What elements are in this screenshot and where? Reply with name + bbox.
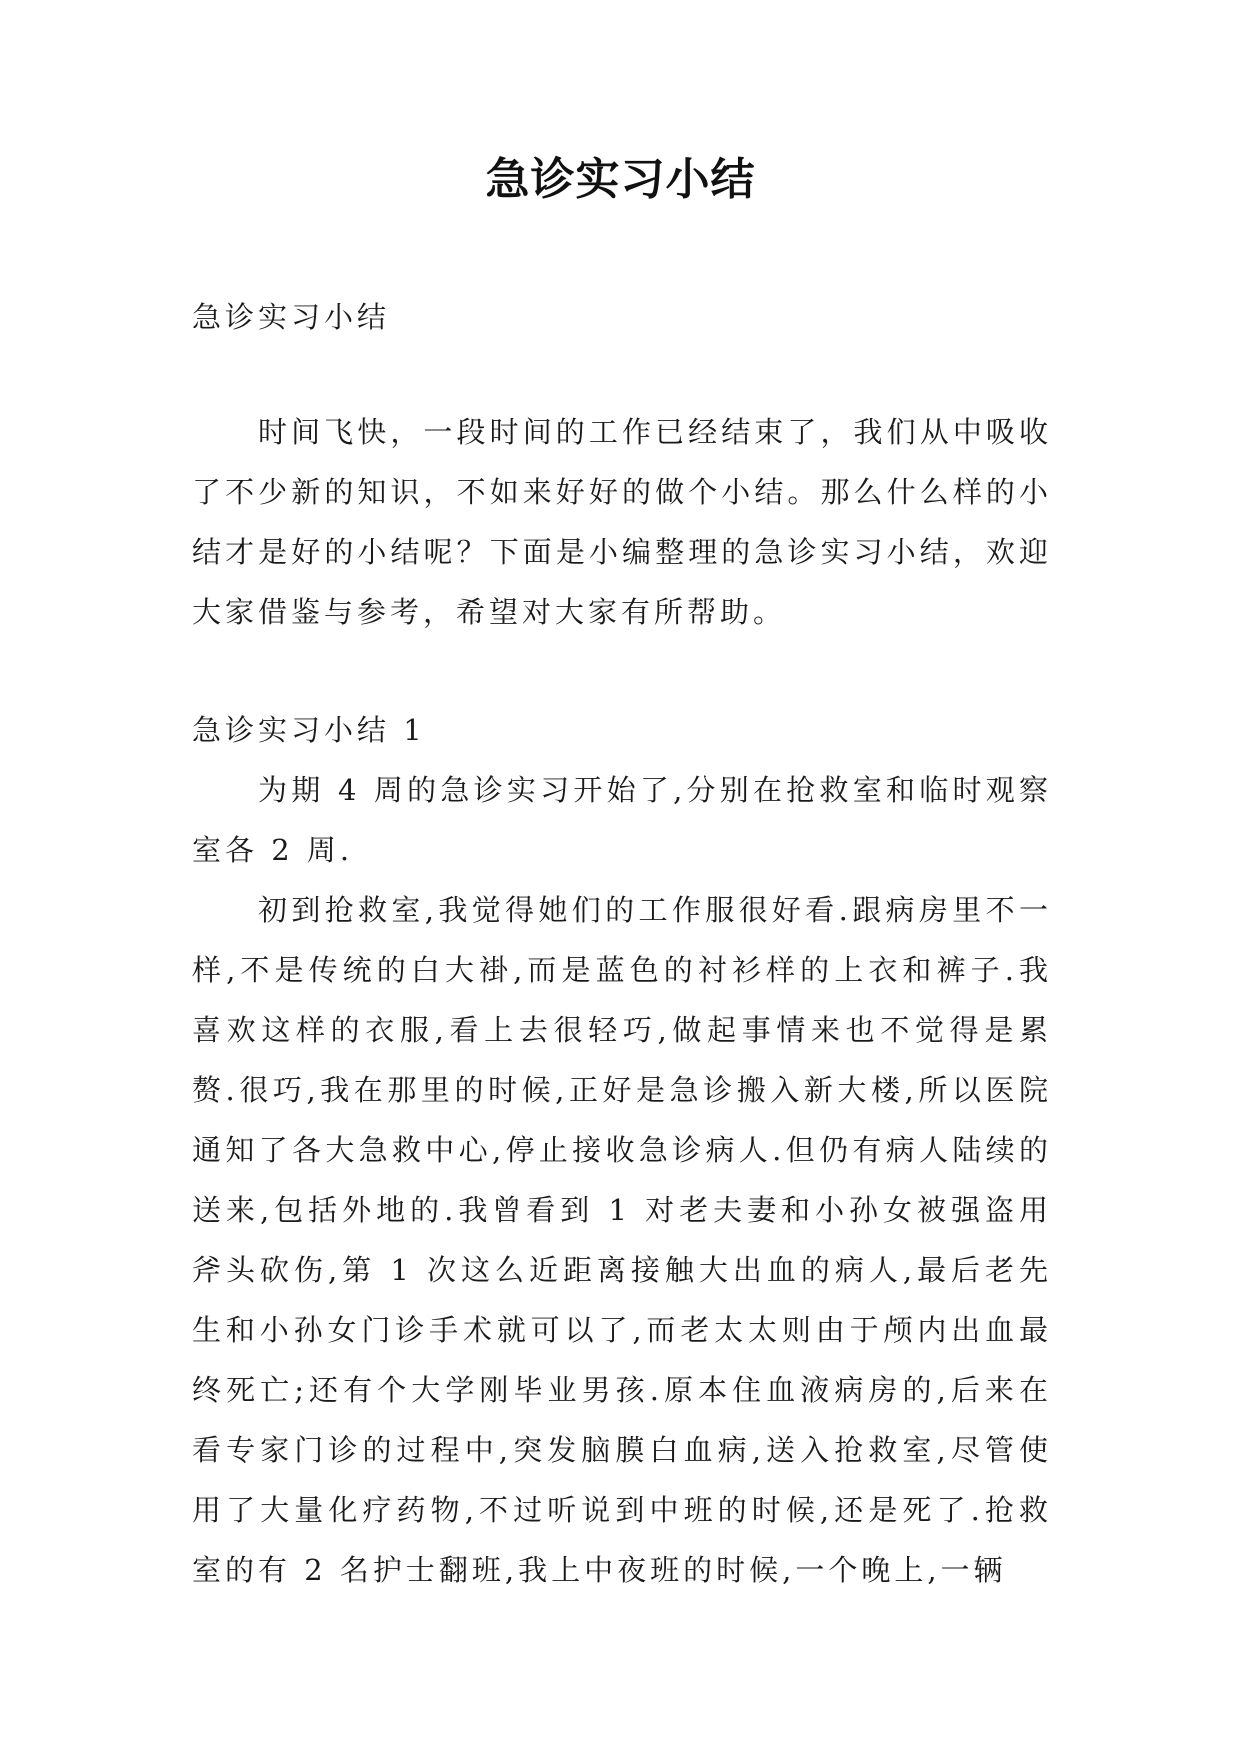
section-body: [192, 760, 1052, 1600]
document-subtitle: 急诊实习小结: [192, 300, 391, 334]
section-paragraph: 为期 4 周的急诊实习开始了,分别在抢救室和临时观察室各 2 周.: [192, 773, 1052, 867]
section-paragraph: 初到抢救室,我觉得她们的工作服很好看.跟病房里不一样,不是传统的白大褂,而是蓝色的衬衫样的上衣和裤子.我喜欢这样的衣服,看上去很轻巧,做起事情来也不觉得是累赘.很巧,我在那里的时候,正好是急诊搬入新大楼,所以医院通知了各大急救中心,停止接收急诊病人.但仍有病人陆续的送来,包括外地的.我曾看到 1 对老夫妻和小孙女被强盗用斧头砍伤,第 1 次这么近距离接触大出血的病人,最后老先生和小孙女门诊手术就可以了,而老太太则由于颅内出血最终死亡;还有个大学刚毕业男孩.原本住血液病房的,后来在看专家门诊的过程中,突发脑膜白血病,送入抢救室,尽管使用了大量化疗药物,不过听说到中班的时候,还是死了.抢救室的有 2 名护士翻班,我上中夜班的时候,一个晚上,一辆: [192, 893, 1052, 1587]
section-heading: 急诊实习小结 1: [192, 713, 426, 747]
intro-paragraph: 时间飞快，一段时间的工作已经结束了，我们从中吸收了不少新的知识，不如来好好的做个小结。那么什么样的小结才是好的小结呢？下面是小编整理的急诊实习小结，欢迎大家借鉴与参考，希望对大家有所帮助。: [192, 415, 1052, 629]
document-title: 急诊实习小结: [485, 154, 756, 205]
